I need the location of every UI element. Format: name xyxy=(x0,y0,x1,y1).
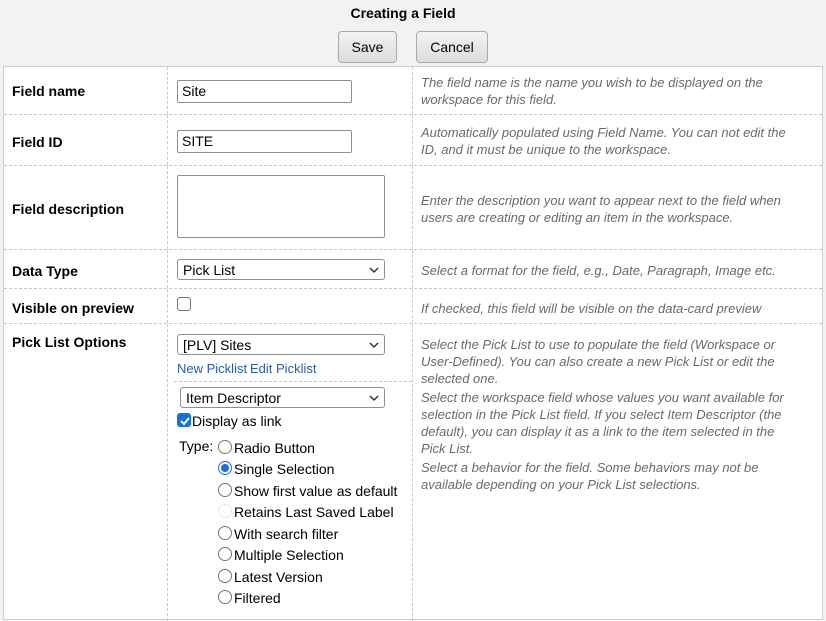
single-selection-option[interactable] xyxy=(218,461,232,475)
picklist-selected: [PLV] Sites xyxy=(183,336,252,353)
visible-on-preview-checkbox[interactable] xyxy=(177,297,191,311)
data-type-help: Select a format for the field, e.g., Date, Paragraph, Image etc. xyxy=(421,263,776,278)
field-name-label: Field name xyxy=(12,83,86,99)
radio-button-option[interactable] xyxy=(218,440,232,454)
field-form xyxy=(3,66,823,620)
descriptor-selected: Item Descriptor xyxy=(186,389,281,406)
data-type-selected: Pick List xyxy=(183,261,236,278)
radio-button-option-label: Radio Button xyxy=(234,440,315,456)
with-search-filter-option[interactable] xyxy=(218,526,232,540)
row-field-name xyxy=(4,67,822,115)
retains-last-saved-label-option-label: Retains Last Saved Label xyxy=(234,504,394,520)
field-description-textarea[interactable] xyxy=(177,175,385,238)
chevron-down-icon xyxy=(369,265,379,275)
with-search-filter-option-label: With search filter xyxy=(234,526,339,542)
picklist-select[interactable] xyxy=(177,334,385,355)
page-title: Creating a Field xyxy=(350,5,456,21)
filtered-option-label: Filtered xyxy=(234,590,281,606)
row-visible-on-preview xyxy=(4,289,822,324)
show-first-value-option[interactable] xyxy=(218,483,232,497)
descriptor-help: Select the workspace field whose values you want available for selection in the Pick List field. If you select Item Descriptor (the default), you can display it as a link to the item selected in the Pick List. xyxy=(421,390,784,456)
retains-last-saved-label-option xyxy=(218,504,232,518)
picklist-help: Select the Pick List to use to populate the field (Workspace or User-Defined). You can also create a new Pick List or edit the selected one. xyxy=(421,337,776,386)
visible-on-preview-help: If checked, this field will be visible on the data-card preview xyxy=(421,301,762,316)
row-field-description xyxy=(4,166,822,250)
field-name-input[interactable]: Site xyxy=(177,80,352,103)
save-button[interactable]: Save xyxy=(338,31,397,63)
latest-version-option-label: Latest Version xyxy=(234,569,323,585)
field-id-help: Automatically populated using Field Name. You can not edit the ID, and it must be unique to the workspace. xyxy=(421,125,786,157)
multiple-selection-option-label: Multiple Selection xyxy=(234,547,344,563)
field-description-label: Field description xyxy=(12,201,125,217)
row-field-id xyxy=(4,115,822,166)
pick-list-options-label: Pick List Options xyxy=(12,334,127,350)
new-picklist-link[interactable]: New Picklist xyxy=(177,361,248,376)
row-data-type xyxy=(4,250,822,289)
row-pick-list-options xyxy=(4,324,822,621)
edit-picklist-link[interactable]: Edit Picklist xyxy=(250,361,317,376)
multiple-selection-option[interactable] xyxy=(218,547,232,561)
type-label: Type: xyxy=(179,438,214,454)
divider xyxy=(174,381,412,382)
checkmark-icon xyxy=(179,415,191,427)
display-as-link-label: Display as link xyxy=(192,413,282,429)
descriptor-select[interactable] xyxy=(180,387,385,408)
type-help: Select a behavior for the field. Some behaviors may not be available depending on your Pick List selections. xyxy=(421,460,759,492)
data-type-select[interactable] xyxy=(177,259,385,280)
field-id-label: Field ID xyxy=(12,134,63,150)
chevron-down-icon xyxy=(369,393,379,403)
field-id-input[interactable]: SITE xyxy=(177,130,352,153)
single-selection-option-label: Single Selection xyxy=(234,461,335,477)
field-description-help: Enter the description you want to appear next to the field when users are creating or editing an item in the workspace. xyxy=(421,193,781,225)
field-name-help: The field name is the name you wish to be displayed on the workspace for this field. xyxy=(421,75,763,107)
display-as-link-checkbox[interactable] xyxy=(177,413,191,427)
visible-on-preview-label: Visible on preview xyxy=(12,300,134,316)
cancel-button[interactable]: Cancel xyxy=(416,31,488,63)
filtered-option[interactable] xyxy=(218,590,232,604)
show-first-value-option-label: Show first value as default xyxy=(234,483,398,499)
data-type-label: Data Type xyxy=(12,263,78,279)
chevron-down-icon xyxy=(369,340,379,350)
latest-version-option[interactable] xyxy=(218,569,232,583)
